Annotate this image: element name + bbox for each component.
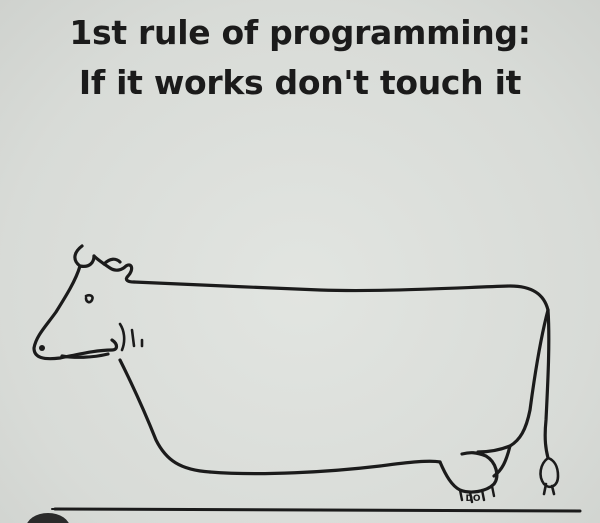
cow-tail xyxy=(545,310,549,458)
cow-chest xyxy=(120,360,210,472)
cow-nostril xyxy=(39,345,45,351)
ground-line xyxy=(55,509,580,511)
cow-eye xyxy=(86,295,93,302)
caption-line-2: If it works don't touch it xyxy=(78,63,522,102)
cow-dewlap xyxy=(120,324,142,350)
cow-tail-tuft xyxy=(541,458,558,494)
cow-udder xyxy=(440,453,497,492)
cow-back xyxy=(134,282,548,310)
caption-line-1: 1st rule of programming: xyxy=(69,13,531,52)
cow-rear xyxy=(478,310,548,452)
udder-label: DO xyxy=(465,494,481,504)
cow-ear xyxy=(104,259,120,264)
cow-belly xyxy=(210,461,440,473)
